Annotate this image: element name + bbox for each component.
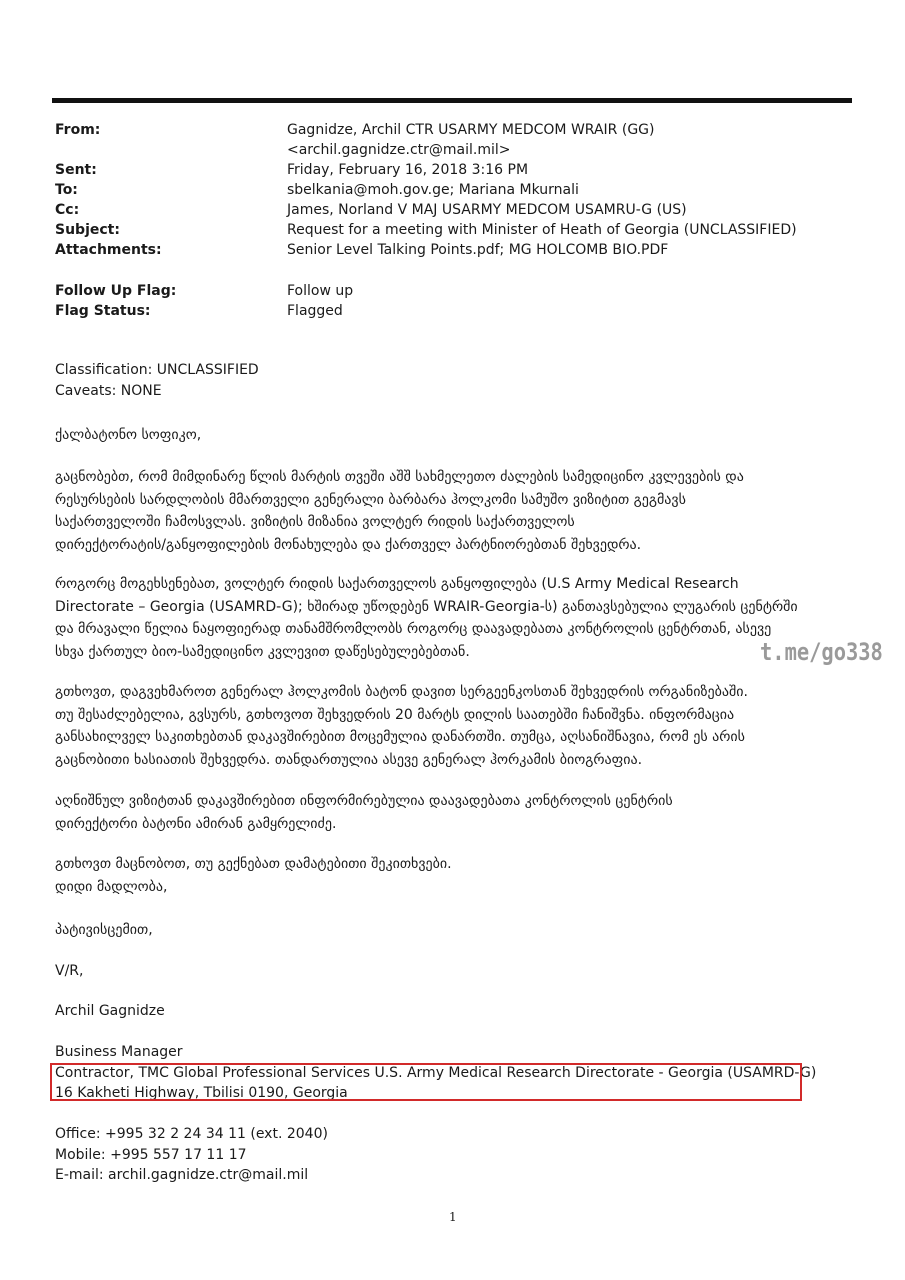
to-value: sbelkania@moh.gov.ge; Mariana Mkurnali (287, 182, 579, 198)
to-label: To: (55, 182, 78, 198)
signature-name: Archil Gagnidze (55, 1003, 165, 1019)
paragraph-line: აღნიშნულ ვიზიტთან დაკავშირებით ინფორმირებულია დაავადებათა კონტროლის ცენტრის (55, 793, 673, 809)
paragraph-line: გაცნობითი ხასიათის შეხვედრა. თანდართულია ასევე გენერალ ჰორკამის ბიოგრაფია. (55, 751, 643, 768)
paragraph-line: საქართველოში ჩამოსვლას. ვიზიტის მიზანია ვოლტერ რიდის საქართველოს (55, 514, 575, 530)
paragraph-5 (55, 853, 845, 898)
paragraph-3 (55, 681, 845, 771)
cc-label: Cc: (55, 202, 80, 218)
paragraph-line: რესურსების სარდლობის მმართველი გენერალი ბარბარა ჰოლკომი სამუშო ვიზიტით გეგმავს (55, 491, 686, 508)
paragraph-line: გთხოვთ მაცნობოთ, თუ გექნებათ დამატებითი შეკითხვები. (55, 856, 452, 872)
cc-value: James, Norland V MAJ USARMY MEDCOM USAMRU-G (US) (287, 202, 687, 218)
signature-mobile: Mobile: +995 557 17 11 17 (55, 1147, 247, 1163)
from-value: Gagnidze, Archil CTR USARMY MEDCOM WRAIR (GG) (287, 122, 655, 138)
from-email: <archil.gagnidze.ctr@mail.mil> (287, 142, 511, 158)
paragraph-line: გაცნობებთ, რომ მიმდინარე წლის მარტის თვეში აშშ სახმელეთო ძალების სამედიცინო კვლევების და (55, 469, 744, 485)
paragraph-line: განსახილველ საკითხებთან დაკავშირებით მოცემულია დანართში. თუმცა, აღსანიშნავია, რომ ეს არის (55, 729, 745, 745)
paragraph-line: დირექტორატის/განყოფილების მონახულება და ქართველ პარტნიორებთან შეხვედრა. (55, 536, 642, 553)
follow-up-value: Follow up (287, 283, 354, 299)
follow-up-label: Follow Up Flag: (55, 283, 177, 299)
paragraph-line: და მრავალი წელია ნაყოფიერად თანამშრომლობს როგორც დაავადებათა კონტროლის ცენტრთან, ასევე (55, 621, 772, 637)
from-label: From: (55, 122, 101, 138)
paragraph-line: როგორც მოგეხსენებათ, ვოლტერ რიდის საქართველოს განყოფილება (U.S Army Medical Research (55, 576, 739, 592)
signature-address: 16 Kakheti Highway, Tbilisi 0190, Georgia (55, 1085, 348, 1101)
page-number: 1 (449, 1210, 457, 1224)
paragraph-2 (55, 573, 845, 663)
greeting: ქალბატონო სოფიკო, (55, 427, 202, 443)
subject-value: Request for a meeting with Minister of Heath of Georgia (UNCLASSIFIED) (287, 222, 797, 238)
paragraph-line: დირექტორი ბატონი ამირან გამყრელიძე. (55, 815, 337, 832)
signature-office: Office: +995 32 2 24 34 11 (ext. 2040) (55, 1126, 328, 1142)
classification: Classification: UNCLASSIFIED (55, 362, 259, 378)
sent-value: Friday, February 16, 2018 3:16 PM (287, 162, 529, 178)
attachments-value: Senior Level Talking Points.pdf; MG HOLCOMB BIO.PDF (287, 242, 669, 258)
attachments-label: Attachments: (55, 242, 162, 258)
paragraph-line: Directorate – Georgia (USAMRD-G); ხშირად უწოდებენ WRAIR-Georgia-ს) განთავსებულია ლუგარის ცენტრში (55, 598, 798, 615)
paragraph-4 (55, 790, 845, 835)
vr-closing: V/R, (55, 963, 84, 979)
flag-status-label: Flag Status: (55, 303, 151, 319)
paragraph-line: გთხოვთ, დაგვეხმაროთ გენერალ ჰოლკომის ბატონ დავით სერგეენკოსთან შეხვედრის ორგანიზებაში. (55, 684, 748, 700)
watermark: t.me/go338 (760, 638, 883, 666)
signature-company: Contractor, TMC Global Professional Services U.S. Army Medical Research Directorate - Georgia (USAMRD-G) (55, 1065, 817, 1081)
signature-title: Business Manager (55, 1044, 183, 1060)
sent-label: Sent: (55, 162, 97, 178)
highlight-box (50, 1063, 802, 1101)
paragraph-1 (55, 466, 845, 556)
signature-email: E-mail: archil.gagnidze.ctr@mail.mil (55, 1167, 309, 1183)
paragraph-line: თუ შესაძლებელია, გვსურს, გთხოვოთ შეხვედრის 20 მარტს დილის საათებში ჩანიშვნა. ინფორმაცია (55, 706, 735, 723)
caveats: Caveats: NONE (55, 383, 162, 399)
subject-label: Subject: (55, 222, 120, 238)
paragraph-line: დიდი მადლობა, (55, 878, 168, 895)
paragraph-line: სხვა ქართულ ბიო-სამედიცინო კვლევით დაწესებულებებთან. (55, 643, 470, 660)
regards: პატივისცემით, (55, 922, 153, 938)
flag-status-value: Flagged (287, 303, 343, 319)
header-rule (52, 98, 852, 103)
